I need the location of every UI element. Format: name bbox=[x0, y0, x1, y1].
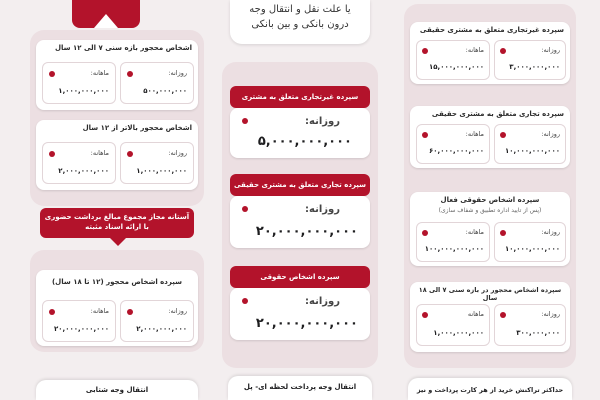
g2-card bbox=[410, 106, 570, 168]
group2-monthly-dot bbox=[49, 151, 55, 157]
g1-monthly-value: ۱۵,۰۰۰,۰۰۰,۰۰۰ bbox=[429, 63, 484, 71]
group3-monthly-box bbox=[42, 300, 116, 342]
right-bottom-label bbox=[408, 378, 572, 400]
right-column bbox=[404, 0, 576, 400]
group3-daily-box bbox=[120, 300, 194, 342]
group3-monthly-value: ۲۰,۰۰۰,۰۰۰,۰۰۰ bbox=[54, 325, 109, 333]
item2-dot bbox=[242, 206, 248, 212]
group3-daily-dot bbox=[127, 309, 133, 315]
group1-monthly-dot bbox=[49, 71, 55, 77]
header-line1: یا علت نقل و انتقال وجه bbox=[249, 4, 351, 15]
threshold-line2: با ارائه اسناد مثبته bbox=[85, 223, 149, 231]
item3-header: سپرده اشخاص حقوقی bbox=[230, 266, 370, 288]
g3-daily-value: ۱۰,۰۰۰,۰۰۰,۰۰۰ bbox=[505, 245, 560, 253]
g4-daily-value: ۳۰۰,۰۰۰,۰۰۰ bbox=[516, 329, 560, 337]
g1-daily-dot bbox=[500, 48, 506, 54]
group2-monthly-label: ماهانه: bbox=[90, 149, 109, 157]
group1-card bbox=[36, 40, 198, 110]
g2-daily-label: روزانه: bbox=[541, 130, 560, 138]
group2-daily-dot bbox=[127, 151, 133, 157]
g1-title: سپرده غیرتجاری متعلق به مشتری حقیقی bbox=[419, 26, 564, 34]
item2-header: سپرده تجاری متعلق به مشتری حقیقی bbox=[230, 174, 370, 196]
group2-title: اشخاص محجور بالاتر از ۱۲ سال bbox=[82, 124, 192, 132]
group1-monthly-label: ماهانه: bbox=[90, 69, 109, 77]
group1-daily-dot bbox=[127, 71, 133, 77]
item3-label: روزانه: bbox=[305, 296, 340, 307]
group3-title: سپرده اشخاص محجور (۱۲ تا ۱۸ سال) bbox=[51, 278, 182, 286]
group1-title: اشخاص محجور بازه سنی ۷ الی ۱۲ سال bbox=[54, 44, 192, 52]
g4-title: سپرده اشخاص محجور در بازه سنی ۷ الی ۱۸ سال bbox=[418, 286, 562, 302]
group2-daily-value: ۱,۰۰۰,۰۰۰,۰۰۰ bbox=[136, 167, 187, 175]
g1-monthly-dot bbox=[422, 48, 428, 54]
group3-daily-value: ۲,۰۰۰,۰۰۰,۰۰۰ bbox=[136, 325, 187, 333]
group3-monthly-label: ماهانه: bbox=[90, 307, 109, 315]
g2-monthly-label: ماهانه: bbox=[465, 130, 484, 138]
item1-label: روزانه: bbox=[305, 116, 340, 127]
g1-daily-value: ۳,۰۰۰,۰۰۰,۰۰۰ bbox=[509, 63, 560, 71]
item1-value: ۵,۰۰۰,۰۰۰,۰۰۰ bbox=[257, 134, 352, 149]
g3-daily-label: روزانه: bbox=[541, 228, 560, 236]
group3-card bbox=[36, 270, 198, 346]
group2-monthly-box bbox=[42, 142, 116, 184]
g4-daily-box bbox=[494, 304, 566, 346]
item3-value: ۲۰,۰۰۰,۰۰۰,۰۰۰ bbox=[255, 316, 358, 331]
g1-monthly-label: ماهانه: bbox=[465, 46, 484, 54]
g2-monthly-dot bbox=[422, 132, 428, 138]
group2-card bbox=[36, 120, 198, 190]
middle-column bbox=[222, 0, 378, 400]
item1-card bbox=[230, 108, 370, 158]
g4-monthly-value: ۱,۰۰۰,۰۰۰,۰۰۰ bbox=[433, 329, 484, 337]
threshold-header bbox=[40, 208, 194, 238]
item1-header: سپرده غیرتجاری متعلق به مشتری bbox=[230, 86, 370, 108]
g4-monthly-box bbox=[416, 304, 490, 346]
g3-subtitle: (پس از تایید اداره تطبیق و شفاف سازی) bbox=[438, 207, 542, 214]
left-bottom-label: انتقال وجه شتابی bbox=[36, 380, 198, 400]
g3-monthly-box bbox=[416, 222, 490, 262]
group2-daily-box bbox=[120, 142, 194, 184]
g3-card bbox=[410, 192, 570, 266]
group3-monthly-dot bbox=[49, 309, 55, 315]
g1-daily-box bbox=[494, 40, 566, 80]
group1-monthly-box bbox=[42, 62, 116, 104]
g2-title: سپرده تجاری متعلق به مشتری حقیقی bbox=[431, 110, 564, 118]
threshold-line1: آستانه مجاز مجموع مبالغ برداشت حضوری bbox=[44, 213, 190, 221]
g1-card bbox=[410, 22, 570, 84]
g4-card bbox=[410, 282, 570, 352]
g2-daily-dot bbox=[500, 132, 506, 138]
threshold-notch bbox=[110, 238, 126, 246]
g3-daily-box bbox=[494, 222, 566, 262]
item3-card bbox=[230, 288, 370, 340]
group2-monthly-value: ۲,۰۰۰,۰۰۰,۰۰۰ bbox=[58, 167, 109, 175]
g1-daily-label: روزانه: bbox=[541, 46, 560, 54]
g3-monthly-value: ۱۰۰,۰۰۰,۰۰۰,۰۰۰ bbox=[424, 245, 484, 253]
g2-monthly-box bbox=[416, 124, 490, 164]
g2-daily-box bbox=[494, 124, 566, 164]
g1-monthly-box bbox=[416, 40, 490, 80]
g4-monthly-label: ماهانه bbox=[467, 310, 484, 318]
g4-daily-label: روزانه: bbox=[541, 310, 560, 318]
item2-value: ۲۰,۰۰۰,۰۰۰,۰۰۰ bbox=[255, 224, 358, 239]
right-bottom-line1: حداکثر تراکنش خرید از هر کارت پرداخت و نیز bbox=[416, 386, 564, 394]
group3-daily-label: روزانه: bbox=[168, 307, 187, 315]
group1-daily-value: ۵۰۰,۰۰۰,۰۰۰ bbox=[143, 87, 187, 95]
group2-daily-label: روزانه: bbox=[168, 149, 187, 157]
g3-monthly-dot bbox=[422, 230, 428, 236]
middle-bottom-label: انتقال وجه پرداخت لحظه ای- پل bbox=[228, 376, 372, 400]
item3-dot bbox=[242, 298, 248, 304]
group1-daily-label: روزانه: bbox=[168, 69, 187, 77]
g4-monthly-dot bbox=[422, 312, 428, 318]
item1-dot bbox=[242, 118, 248, 124]
g4-daily-dot bbox=[500, 312, 506, 318]
left-column bbox=[30, 0, 204, 400]
header-box bbox=[230, 0, 370, 44]
group1-daily-box bbox=[120, 62, 194, 104]
g2-monthly-value: ۶۰,۰۰۰,۰۰۰,۰۰۰ bbox=[429, 147, 484, 155]
item2-card bbox=[230, 196, 370, 248]
g3-title: سپرده اشخاص حقوقی فعال bbox=[440, 196, 540, 204]
g2-daily-value: ۱۰,۰۰۰,۰۰۰,۰۰۰ bbox=[505, 147, 560, 155]
item2-label: روزانه: bbox=[305, 204, 340, 215]
header-line2: درون بانکی و بین بانکی bbox=[251, 19, 349, 30]
group1-monthly-value: ۱,۰۰۰,۰۰۰,۰۰۰ bbox=[58, 87, 109, 95]
g3-monthly-label: ماهانه: bbox=[465, 228, 484, 236]
g3-daily-dot bbox=[500, 230, 506, 236]
